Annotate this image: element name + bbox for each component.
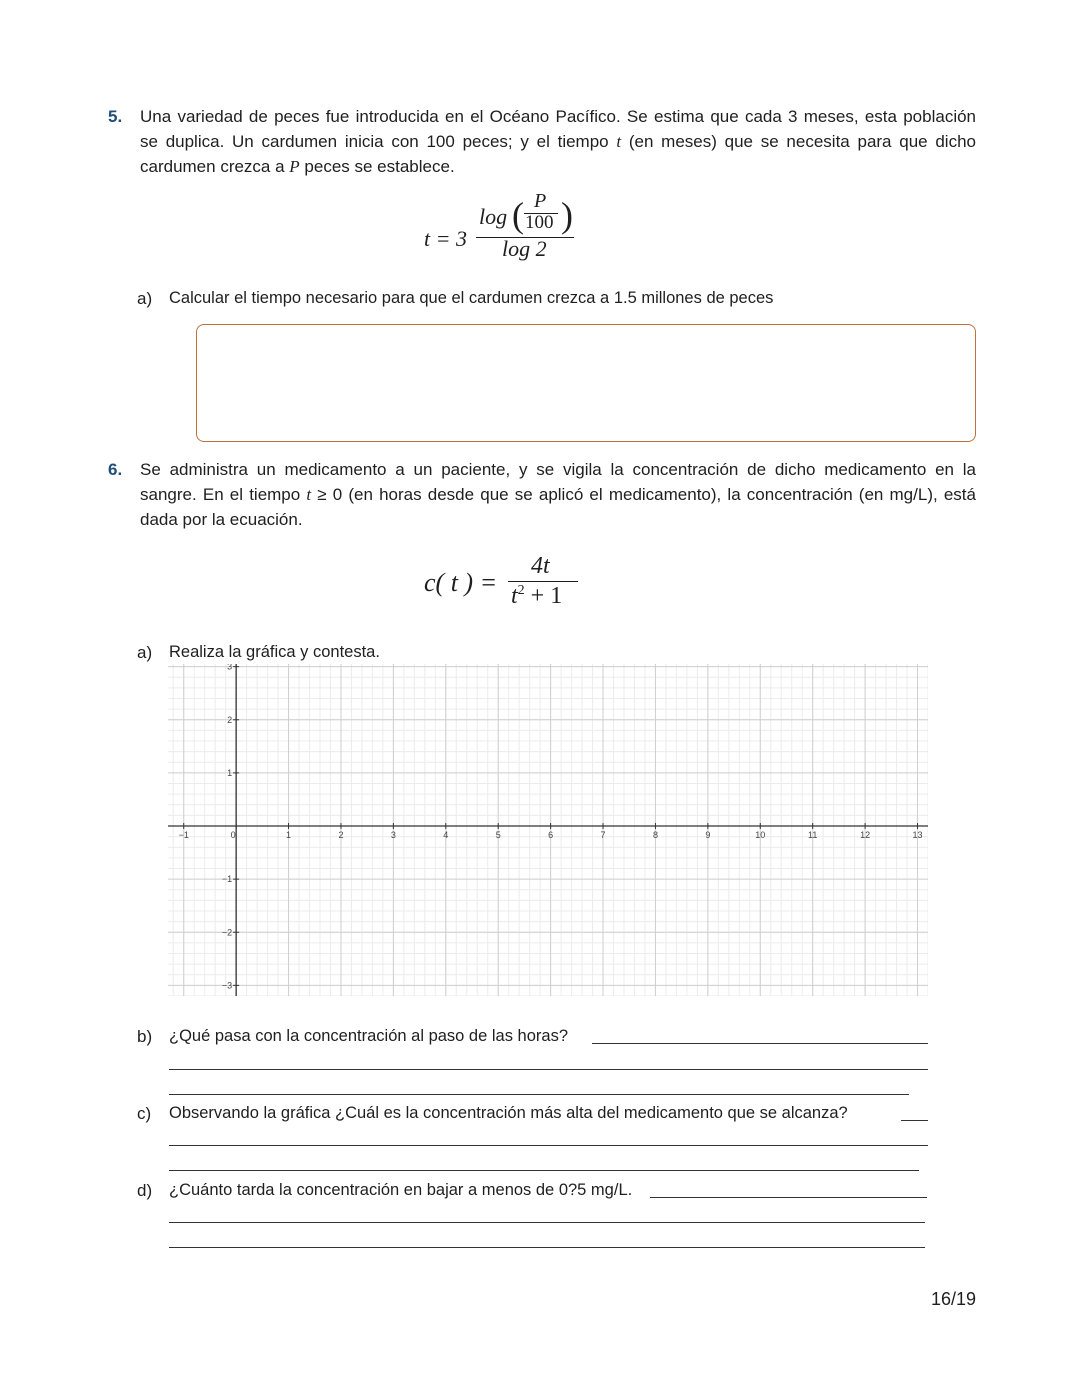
formula-5-num-p: P xyxy=(534,190,547,212)
formula-5 xyxy=(424,190,594,270)
problem-5-number: 5. xyxy=(108,107,123,126)
variable-t: t xyxy=(306,485,312,504)
variable-p: P xyxy=(289,157,300,176)
x-tick-label: 12 xyxy=(860,830,871,841)
x-tick-label: 8 xyxy=(652,830,658,841)
problem-5-part-a-letter: a) xyxy=(137,289,153,308)
x-tick-label: 9 xyxy=(705,830,711,841)
answer-line-d3[interactable] xyxy=(169,1247,925,1248)
problem-5-line-3a: cardumen crezca a xyxy=(140,157,290,176)
problem-6-line-1: Se administra un medicamento a un paciente, y se vigila la concentración de dicho medicamento en la xyxy=(140,460,976,479)
problem-6-line-2a: sangre. En el tiempo xyxy=(140,485,307,504)
x-tick-label: 0 xyxy=(230,830,236,841)
page-number: 16/19 xyxy=(931,1289,977,1309)
formula-6-den-exp: 2 xyxy=(517,583,525,598)
x-tick-label: 4 xyxy=(443,830,449,841)
problem-6-part-d-text: ¿Cuánto tarda la concentración en bajar a menos de 0?5 mg/L. xyxy=(169,1181,633,1199)
variable-t: t xyxy=(616,132,622,151)
formula-6-denominator xyxy=(511,583,562,610)
x-tick-label: 1 xyxy=(286,830,292,841)
problem-6-line-2b: ≥ 0 (en horas desde que se aplicó el medicamento), la concentración (en mg/L), está xyxy=(311,485,976,504)
formula-5-denominator: log 2 xyxy=(502,236,547,261)
problem-5-line-2a: se duplica. Un cardumen inicia con 100 peces; y el tiempo xyxy=(140,132,617,151)
problem-5-line-3 xyxy=(140,154,976,179)
problem-6-number: 6. xyxy=(108,460,123,479)
y-tick-label: 1 xyxy=(227,767,233,778)
answer-line-b3[interactable] xyxy=(169,1094,909,1095)
formula-5-num-100: 100 xyxy=(525,212,554,233)
answer-box[interactable] xyxy=(196,324,976,442)
answer-line-d1[interactable] xyxy=(650,1197,927,1198)
problem-6-line-2 xyxy=(140,482,976,507)
problem-6-part-b-text: ¿Qué pasa con la concentración al paso de las horas? xyxy=(169,1027,568,1045)
problem-5-line-2b: (en meses) que se necesita para que dicho xyxy=(621,132,976,151)
answer-line-c1[interactable] xyxy=(901,1120,928,1121)
answer-line-c2[interactable] xyxy=(169,1145,928,1146)
problem-6-part-a-letter: a) xyxy=(137,643,153,662)
answer-line-d2[interactable] xyxy=(169,1222,925,1223)
formula-5-lhs: t = 3 xyxy=(424,226,467,251)
problem-5-line-1: Una variedad de peces fue introducida en el Océano Pacífico. Se estima que cada 3 meses, esta población xyxy=(140,107,976,126)
problem-5-line-2 xyxy=(140,129,976,154)
x-tick-label: 6 xyxy=(548,830,554,841)
x-tick-label: 2 xyxy=(338,830,344,841)
y-tick-label: −3 xyxy=(221,980,233,991)
x-tick-label: 5 xyxy=(495,830,501,841)
answer-line-b2[interactable] xyxy=(169,1069,928,1070)
graph-grid[interactable] xyxy=(168,664,928,996)
formula-6-lhs: c( t ) = xyxy=(424,568,498,597)
y-tick-label: 2 xyxy=(227,714,233,725)
problem-6-part-c-letter: c) xyxy=(137,1104,152,1123)
x-tick-label: 13 xyxy=(912,830,923,841)
x-tick-label: 3 xyxy=(390,830,396,841)
formula-6-numerator: 4t xyxy=(531,553,550,579)
problem-6-part-d-letter: d) xyxy=(137,1181,153,1200)
problem-6-part-a-text: Realiza la gráfica y contesta. xyxy=(169,643,380,661)
problem-6-part-c-text: Observando la gráfica ¿Cuál es la concentración más alta del medicamento que se alcanza? xyxy=(169,1104,848,1122)
formula-6 xyxy=(424,553,594,623)
x-tick-label: 11 xyxy=(808,830,818,841)
formula-5-paren-right: ) xyxy=(561,195,573,235)
x-tick-label: −1 xyxy=(178,830,189,841)
formula-5-log: log xyxy=(479,204,508,229)
problem-6-line-3: dada por la ecuación. xyxy=(140,510,303,529)
formula-6-den-rest: + 1 xyxy=(524,583,563,609)
y-tick-label: −1 xyxy=(221,874,233,885)
x-tick-label: 10 xyxy=(755,830,766,841)
x-tick-label: 7 xyxy=(600,830,606,841)
y-tick-label: 3 xyxy=(227,664,233,672)
problem-6-text xyxy=(140,457,976,532)
problem-5-part-a-text: Calcular el tiempo necesario para que el cardumen crezca a 1.5 millones de peces xyxy=(169,289,774,307)
problem-6-part-b-letter: b) xyxy=(137,1027,153,1046)
formula-6-bar xyxy=(508,581,578,582)
answer-line-c3[interactable] xyxy=(169,1170,919,1171)
answer-line-b1[interactable] xyxy=(592,1043,928,1044)
problem-5-text xyxy=(140,104,976,179)
y-tick-label: −2 xyxy=(221,927,233,938)
formula-5-paren-left: ( xyxy=(512,195,524,235)
problem-5-line-3b: peces se establece. xyxy=(299,157,455,176)
formula-6-den-t: t xyxy=(511,583,518,609)
